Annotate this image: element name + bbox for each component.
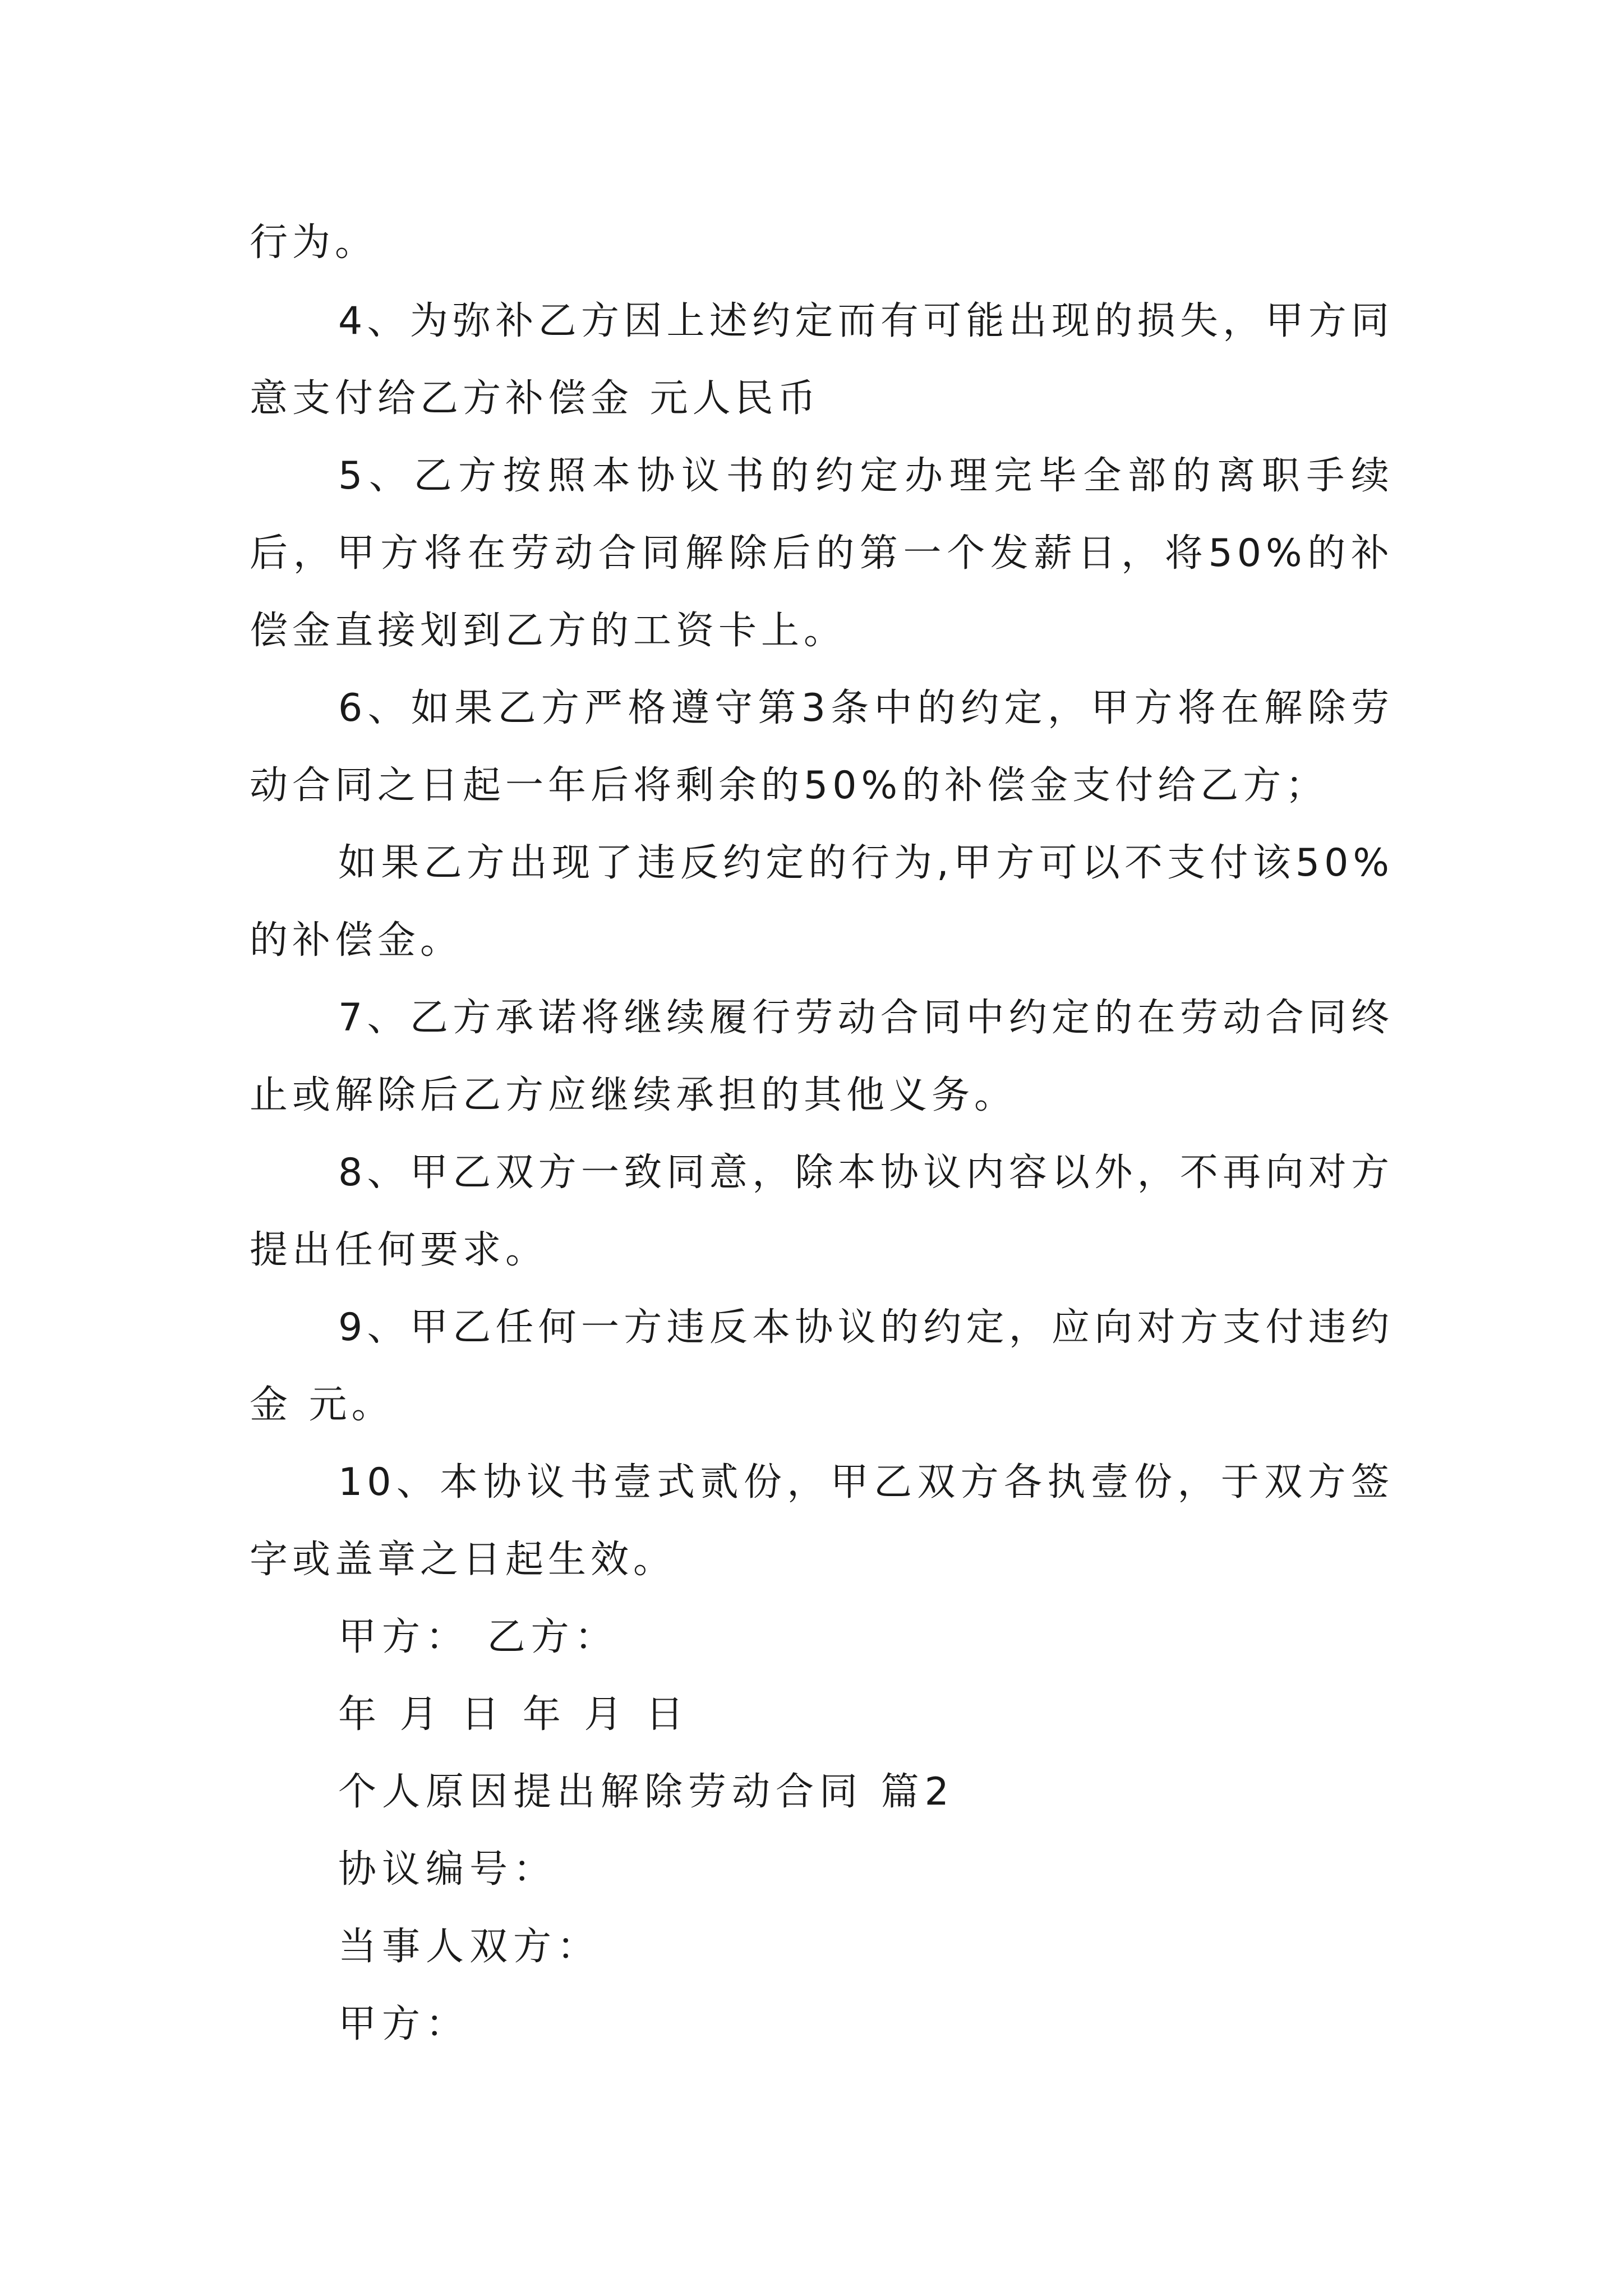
- paragraph-continuation: 行为。: [250, 220, 378, 265]
- clause-4: 4、为弥补乙方因上述约定而有可能出现的损失，甲方同意支付给乙方补偿金 元人民币: [250, 299, 1394, 421]
- clause-9: 9、甲乙任何一方违反本协议的约定，应向对方支付违约金 元。: [250, 1305, 1394, 1427]
- clause-10: 10、本协议书壹式贰份，甲乙双方各执壹份，于双方签字或盖章之日起生效。: [250, 1460, 1394, 1582]
- clause-8: 8、甲乙双方一致同意，除本协议内容以外，不再向对方提出任何要求。: [250, 1151, 1394, 1272]
- signature-parties: 甲方： 乙方：: [338, 1615, 619, 1659]
- party-a-label: 甲方：: [338, 2002, 470, 2046]
- clause-5: 5、乙方按照本协议书的约定办理完毕全部的离职手续后，甲方将在劳动合同解除后的第一个发薪日，将50%的补偿金直接划到乙方的工资卡上。: [250, 454, 1394, 653]
- clause-6: 6、如果乙方严格遵守第3条中的约定，甲方将在解除劳动合同之日起一年后将剩余的50%的补偿金支付给乙方；: [250, 686, 1394, 808]
- clause-7: 7、乙方承诺将继续履行劳动合同中约定的在劳动合同终止或解除后乙方应继续承担的其他义务。: [250, 996, 1394, 1117]
- parties-label: 当事人双方：: [338, 1925, 601, 1969]
- section-title: 个人原因提出解除劳动合同 篇2: [338, 1770, 955, 1814]
- clause-6-continued: 如果乙方出现了违反约定的行为,甲方可以不支付该50%的补偿金。: [250, 841, 1394, 963]
- signature-dates: 年 月 日 年 月 日: [338, 1692, 690, 1737]
- agreement-number-label: 协议编号：: [338, 1847, 557, 1892]
